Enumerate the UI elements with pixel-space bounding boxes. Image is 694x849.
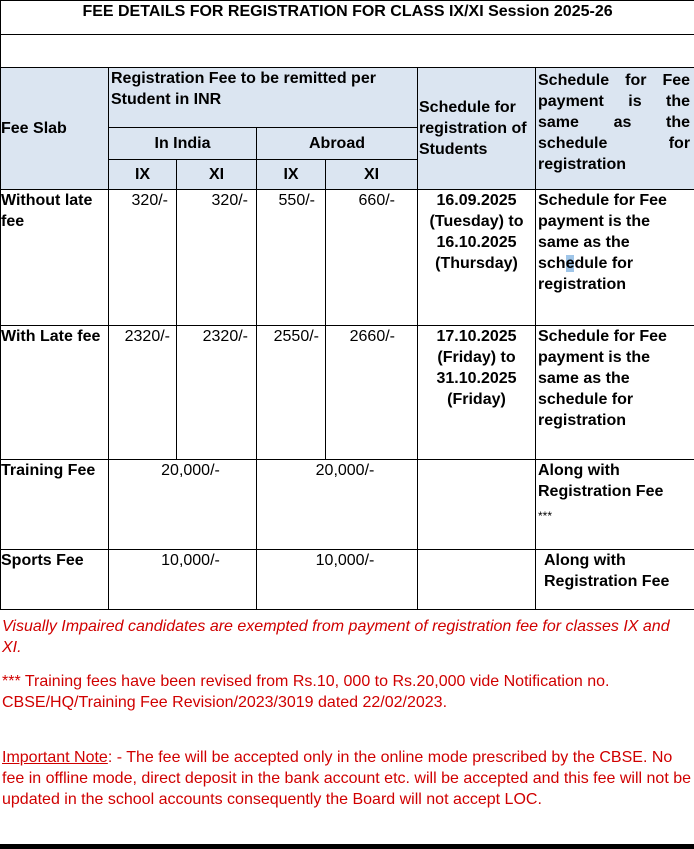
fee-value: 20,000/- [109,460,257,550]
footnote-marker: *** [538,509,553,523]
registration-schedule [418,190,536,326]
payment-schedule [536,190,694,326]
fee-value: 10,000/- [109,550,257,610]
table-row [1,550,694,610]
start-day: (Tuesday) to [429,213,524,230]
end-day: (Thursday) [435,255,518,272]
abroad-xi-header: XI [326,160,418,190]
row-label: Sports Fee [1,550,109,610]
table-row [1,460,694,550]
row-label: With Late fee [1,326,109,460]
schedule-registration-header: Schedule for registration of Students [418,68,536,190]
registration-schedule [418,460,536,550]
fee-value: 660/- [326,190,418,326]
fee-value: 10,000/- [257,550,418,610]
payment-schedule: Along with Registration Fee [536,550,694,610]
row-label: Training Fee [1,460,109,550]
training-revision-note: *** Training fees have been revised from Rs.10, 000 to Rs.20,000 vide Notification no. CBSE/HQ/Training Fee Revision/2023/3019 dated 22/02/2023. [2,673,610,711]
bottom-border [0,844,694,849]
important-note-text: : - The fee will be accepted only in the online mode prescribed by the CBSE. No fee in offline mode, direct deposit in the bank account etc. will be accepted and this fee will not be updated in the school accounts consequently the Board will not accept LOC. [2,749,692,808]
visually-impaired-note: Visually Impaired candidates are exempted from payment of registration fee for classes IX and XI. [2,618,670,656]
fee-value: 20,000/- [257,460,418,550]
abroad-header: Abroad [257,128,418,160]
india-ix-header: IX [109,160,177,190]
start-day: (Friday) to [437,349,516,366]
table-row [1,190,694,326]
blank-row [1,35,694,68]
fee-value: 320/- [177,190,257,326]
schedule-payment-header: Schedule for Fee payment is the same as the schedule for registration [536,68,694,190]
registration-schedule [418,326,536,460]
india-xi-header: XI [177,160,257,190]
important-note [2,747,692,810]
fee-value: 2320/- [177,326,257,460]
payment-schedule [536,460,694,550]
table-row [1,326,694,460]
fee-slab-header: Fee Slab [1,68,109,190]
in-india-header: In India [109,128,257,160]
payment-text: Along with Registration Fee [538,462,664,500]
payment-text: dule for registration [538,255,634,293]
end-date: 16.10.2025 [436,234,517,251]
end-date: 31.10.2025 [436,370,517,387]
start-date: 16.09.2025 [436,192,517,209]
registration-schedule [418,550,536,610]
page-title: FEE DETAILS FOR REGISTRATION FOR CLASS IX/XI Session 2025-26 [1,1,694,35]
end-day: (Friday) [447,391,506,408]
fee-value: 2660/- [326,326,418,460]
fee-value: 2320/- [109,326,177,460]
payment-text: Schedule for Fee payment is the same as the sch [538,192,667,272]
abroad-ix-header: IX [257,160,326,190]
fee-value: 550/- [257,190,326,326]
payment-schedule: Schedule for Fee payment is the same as the schedule for registration [536,326,694,460]
fee-value: 320/- [109,190,177,326]
start-date: 17.10.2025 [436,328,517,345]
row-label: Without late fee [1,190,109,326]
registration-fee-header: Registration Fee to be remitted per Student in INR [109,68,418,128]
important-note-label: Important Note [2,749,108,766]
text-selection-highlight: e [565,255,575,272]
fee-value: 2550/- [257,326,326,460]
notes-section [0,616,694,810]
